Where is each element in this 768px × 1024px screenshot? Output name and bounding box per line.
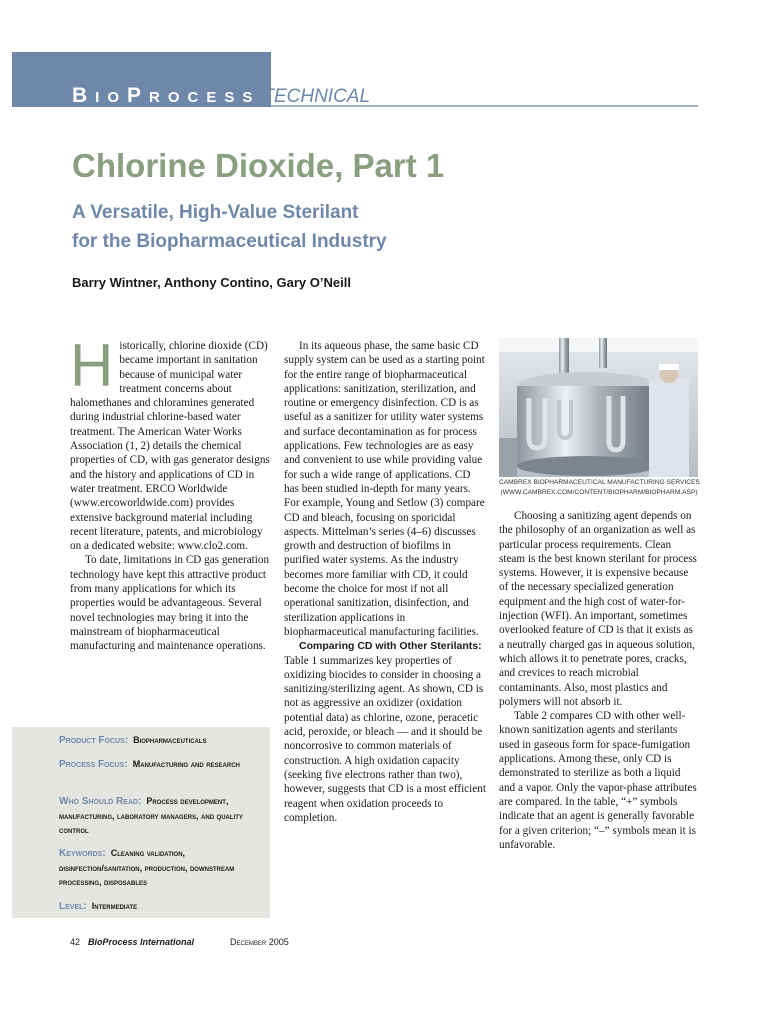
keywords [59,846,259,889]
magazine-name: BioProcess International [88,937,195,947]
who-should-read-label: Who Should Read: [59,796,142,807]
level-label: Level: [59,901,87,912]
subtitle-line-2: for the Biopharmaceutical Industry [72,231,387,252]
paragraph-aqueous-phase: In its aqueous phase, the same basic CD supply system can be used as a starting point for the entire range of biopharmaceutical applications: sanitization, sterilization, and routine or emergency disinfection. CD is as useful as a sanitizer for utility water systems and surface decontamination as for process applications. Few technologies are as easy and convenient to use while providing value for such a wide range of applications. CD has been studied in-depth for many years. For example, Young and Setlow (3) compare CD and bleach, focusing on sporicidal aspects. Mittelman’s series (4–6) discusses growth and destruction of biofilms in purified water systems. As the industry becomes more familiar with CD, it could become the choice for most if not all operational sanitization, disinfection, and sterilization applications in biopharmaceutical manufacturing facilities. [284,340,485,638]
drop-cap: H [70,332,114,399]
article-subtitle [72,198,572,256]
photo-caption [499,478,699,498]
paragraph-comparing [284,639,487,825]
subtitle-line-1: A Versatile, High-Value Sterilant [72,202,359,223]
text-column-1 [70,332,270,654]
process-focus-label: Process Focus: [59,759,128,770]
process-focus-value: Manufacturing and research [132,759,240,769]
level-value: Intermediate [91,901,138,911]
paragraph-table-2: Table 2 compares CD with other well-known sanitization agents and sterilants used in gaseous form for space-fumigation applications. Among these, only CD is demonstrated to sterilize as both a liquid and a vapor. Only the vapor-phase attributes are compared. In the table, “+” symbols indicate that an agent is generally favorable for a given criterion; “–” symbols mean it is unfavorable. [499,710,697,851]
page-footer [70,937,289,947]
section-header [72,84,370,108]
equipment-photo [499,338,698,477]
brand-technical: TECHNICAL [262,86,371,107]
paragraph-comparing-text: Table 1 summarizes key properties of oxidizing biocides to consider in choosing a sanitizing/sterilizing agent. As shown, CD is not as aggressive an oxidizer (oxidation potential data) as chlorine, ozone, peracetic acid, peroxide, or bleach — and it should be noncorrosive to common materials of construction. A high oxidation capacity (seeking five electrons rather than two), however, suggests that CD is a most efficient reagent when oxidation proceeds to completion. [284,654,486,824]
article-title: Chlorine Dioxide, Part 1 [72,147,445,184]
who-should-read-value: Process development, manufacturing, laboratory managers, and quality control [59,796,243,835]
paragraph-intro [70,332,270,553]
photo-caption-line-2: (WWW.CAMBREX.COM/CONTENT/BIOPHARM/BIOPHARM.ASP) [500,489,698,496]
keywords-value: Cleaning validation, disinfection/sanitation, production, downstream processing, disposables [59,848,235,887]
product-focus-label: Product Focus: [59,735,129,746]
text-column-2 [284,339,487,825]
keywords-label: Keywords: [59,848,106,859]
process-focus [59,757,259,772]
issue-date: December 2005 [230,937,289,947]
product-focus [59,733,259,748]
paragraph-intro-text: istorically, chlorine dioxide (CD) became important in sanitation because of municipal water treatment concerns about halomethanes and chloramines generated during industrial chlorine-based water treatment. The American Water Works Association (1, 2) details the chemical properties of CD, with gas generator designs and the history and applications of CD in water treatment. ERCO Worldwide (www.ercoworldwide.com) provides extensive background material including recent literature, patents, and microbiology on a dedicated website: www.clo2.com. [70,340,270,553]
paragraph-limitations: To date, limitations in CD gas generation technology have kept this attractive product from many applications for which its properties would be advantageous. Several novel technologies may bring it into the mainstream of biopharmaceutical manufacturing and maintenance operations. [70,554,270,653]
photo-caption-line-1: CAMBREX BIOPHARMACEUTICAL MANUFACTURING SERVICES [499,479,700,486]
page-number: 42 [70,937,81,947]
section-heading-comparing: Comparing CD with Other Sterilants: [299,640,482,653]
article-authors: Barry Wintner, Anthony Contino, Gary O’Neill [72,275,351,290]
who-should-read [59,794,259,837]
paragraph-choosing-agent: Choosing a sanitizing agent depends on the philosophy of an organization as well as particular process requirements. Clean steam is the best known sterilant for process systems. However, it is expensive because of the necessary specialized generation equipment and the high cost of water-for-injection (WFI). An important, sometimes overlooked feature of CD is that it exists as a neutrally charged gas in aqueous solution, which allows it to penetrate pores, cracks, and crevices to reach microbial contaminants. Also, most plastics and polymers will not absorb it. [499,510,697,708]
text-column-3 [499,509,699,852]
level [59,899,259,914]
product-focus-value: Biopharmaceuticals [133,735,207,745]
brand-bioprocess: BioProcess [72,84,261,107]
